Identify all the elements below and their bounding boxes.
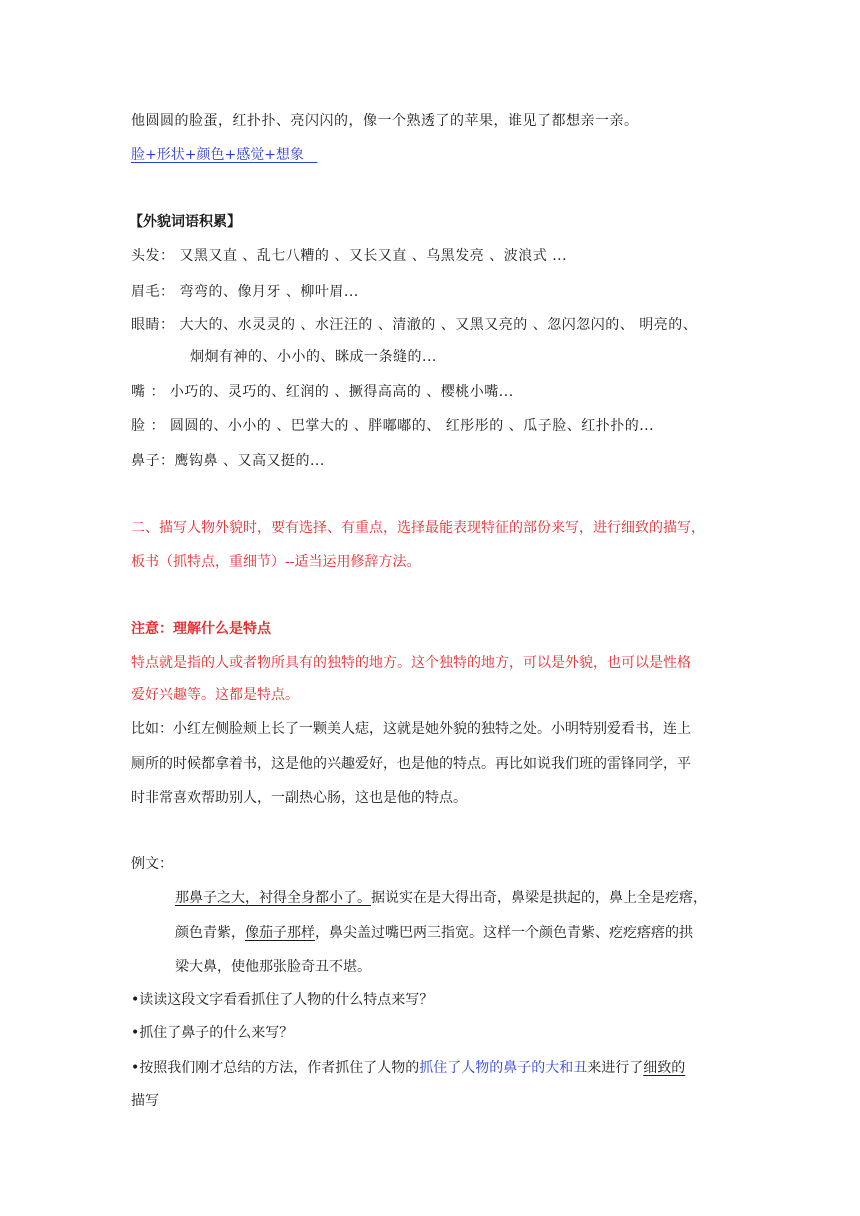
question-3-start: •按照我们刚才总结的方法，作者抓住了人物的 (131, 1060, 420, 1076)
note-example-2: 厕所的时候都拿着书，这是他的兴趣爱好，也是他的特点。再比如说我们班的雷锋同学，平 (131, 756, 691, 772)
vocab-term: 鼻子： (131, 453, 175, 469)
example-paragraph-line-2 (175, 923, 693, 943)
vocab-row-hair (131, 246, 567, 266)
question-3-underlined: 细致的 (643, 1060, 686, 1076)
vocab-row-mouth (131, 382, 514, 402)
example-paragraph-line-1 (175, 888, 707, 908)
vocab-words: 大大的、水灵灵的 、水汪汪的 、清澈的 、又黑又亮的 、忽闪忽闪的、 明亮的、 (174, 317, 698, 333)
question-3-mid: 来进行了 (587, 1060, 644, 1076)
note-example-1: 比如：小红左侧脸颊上长了一颗美人痣，这就是她外貌的独特之处。小明特别爱看书，连上 (131, 721, 691, 737)
note-example-3: 时非常喜欢帮助别人，一副热心肠，这也是他的特点。 (131, 790, 467, 806)
example-text: ，鼻尖盖过嘴巴两三指宽。这样一个颜色青紫、疙疙瘩瘩的拱 (315, 925, 693, 941)
vocab-row-eyes (131, 315, 697, 335)
question-3 (131, 1058, 685, 1078)
example-underlined-phrase: 那鼻子之大，衬得全身都小了。 (175, 890, 371, 906)
vocab-words: 鹰钩鼻 、又高又挺的... (174, 453, 325, 469)
question-1: •读读这段文字看看抓住了人物的什么特点来写？ (131, 992, 434, 1008)
vocab-words: 又黑又直 、乱七八糟的 、又长又直 、乌黑发亮 、波浪式 ... (174, 248, 568, 264)
example-paragraph-line-3: 梁大鼻，使他那张脸奇丑不堪。 (175, 959, 371, 975)
question-3-highlight: 抓住了人物的鼻子的大和丑 (419, 1060, 588, 1076)
question-3-end: 描写 (131, 1093, 159, 1109)
vocab-words: 炯炯有神的、小小的、眯成一条缝的... (190, 349, 437, 365)
note-definition-1: 特点就是指的人或者物所具有的独特的地方。这个独特的地方，可以是外貌，也可以是性格 (131, 655, 691, 671)
intro-sentence: 他圆圆的脸蛋，红扑扑、亮闪闪的，像一个熟透了的苹果，谁见了都想亲一亲。 (131, 113, 639, 129)
vocab-row-face (131, 416, 654, 436)
vocab-term: 眉毛： (131, 284, 175, 300)
vocab-words: 小巧的、灵巧的、红润的 、撅得高高的 、樱桃小嘴... (164, 384, 514, 400)
note-heading: 注意：理解什么是特点 (131, 621, 271, 637)
vocab-heading: 【外貌词语积累】 (129, 214, 241, 230)
vocab-row-nose (131, 451, 325, 471)
section2-line1: 二、描写人物外貌时，要有选择、有重点，选择最能表现特征的部份来写，进行细致的描写， (131, 520, 705, 536)
example-underlined-phrase: 像茄子那样 (245, 925, 315, 941)
intro-formula-text: 脸+形状+颜色+感觉+想象 (131, 147, 304, 163)
example-text: 据说实在是大得出奇，鼻梁是拱起的，鼻上全是疙瘩， (371, 890, 707, 906)
question-2: •抓住了鼻子的什么来写？ (131, 1025, 294, 1041)
vocab-words: 弯弯的、像月牙 、柳叶眉... (174, 284, 359, 300)
vocab-row-eyes-cont (190, 347, 437, 367)
vocab-term: 脸 ： (131, 418, 165, 434)
intro-formula (131, 145, 317, 165)
vocab-words: 圆圆的、小小的 、巴掌大的 、胖嘟嘟的、 红彤彤的 、瓜子脸、红扑扑的... (164, 418, 655, 434)
vocab-term: 头发： (131, 248, 175, 264)
example-text: 颜色青紫， (175, 925, 245, 941)
vocab-row-eyebrows (131, 282, 359, 302)
section2-line2: 板书（抓特点，重细节）--适当运用修辞方法。 (131, 554, 421, 570)
vocab-term: 嘴 ： (131, 384, 165, 400)
example-label: 例文： (131, 856, 173, 872)
vocab-term: 眼睛： (131, 317, 175, 333)
note-definition-2: 爱好兴趣等。这都是特点。 (131, 687, 299, 703)
